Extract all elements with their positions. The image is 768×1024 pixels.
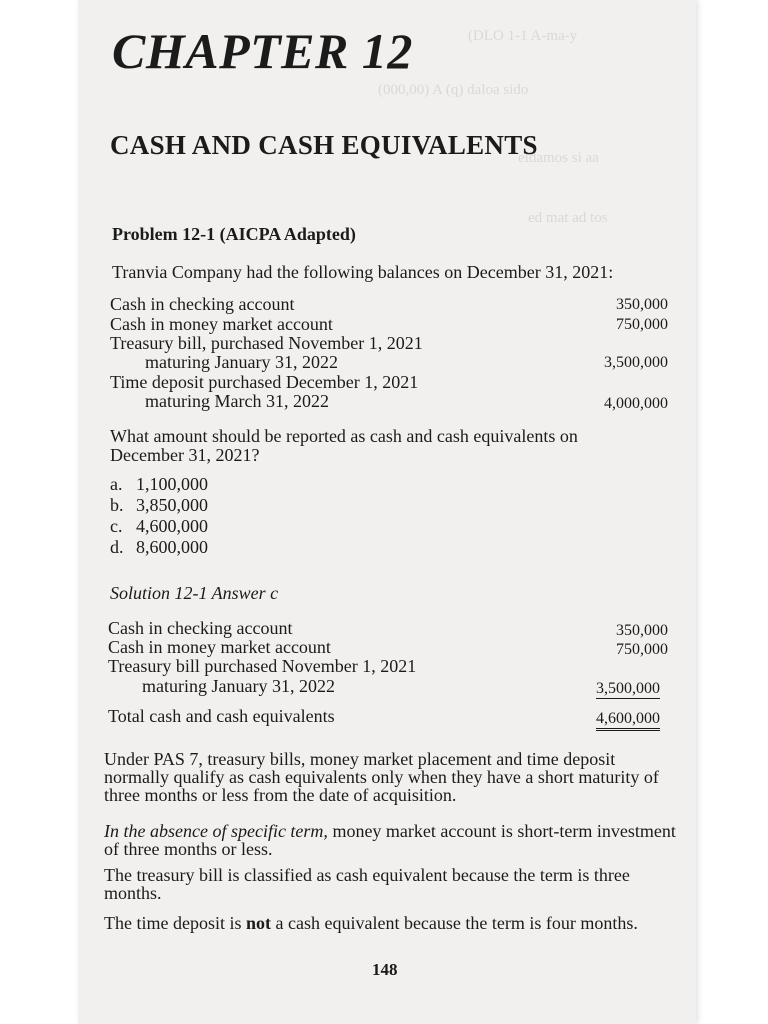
paragraph-text: The time deposit is	[104, 913, 246, 933]
explanation-paragraph	[104, 822, 678, 858]
option-value: 4,600,000	[136, 516, 208, 536]
subtotal-amount: 3,500,000	[596, 680, 660, 697]
explanation-paragraph	[104, 914, 678, 932]
balance-item-amount: 3,500,000	[604, 354, 668, 371]
problem-intro: Tranvia Company had the following balances on December 31, 2021:	[112, 262, 614, 282]
balance-item-label: Cash in money market account	[110, 314, 333, 334]
paragraph-text: a cash equivalent because the term is four months.	[271, 913, 638, 933]
balance-item-label: maturing January 31, 2022	[145, 352, 338, 372]
solution-item-label: maturing January 31, 2022	[142, 676, 335, 696]
answer-option	[110, 516, 208, 537]
question-text: December 31, 2021?	[110, 445, 260, 465]
answer-option	[110, 537, 208, 558]
balance-item-label: Cash in checking account	[110, 294, 295, 314]
explanation-paragraph: The treasury bill is classified as cash equivalent because the term is three months.	[104, 865, 630, 903]
option-letter: d.	[110, 537, 124, 557]
balance-item-label: Treasury bill, purchased November 1, 2021	[110, 333, 423, 353]
solution-item-amount: 350,000	[616, 622, 668, 639]
balance-item-amount: 350,000	[616, 296, 668, 313]
explanation-paragraph: Under PAS 7, treasury bills, money market placement and time deposit normally qualify as cash equivalents only when they have a short maturity of three months or less from the date of acquisition.	[104, 749, 659, 805]
solution-title: Solution 12-1 Answer c	[110, 583, 279, 603]
option-letter: a.	[110, 474, 123, 494]
bleed-through-text: (DLO 1-1 A-ma-y	[468, 28, 578, 44]
bleed-through-text: ed mat ad tos	[528, 210, 608, 226]
option-letter: b.	[110, 495, 124, 515]
solution-item-label: Cash in money market account	[108, 637, 331, 657]
solution-item-amount: 750,000	[616, 641, 668, 658]
total-amount-cell	[596, 710, 660, 728]
answer-option	[110, 495, 208, 516]
question-text: What amount should be reported as cash and cash equivalents on	[110, 426, 578, 446]
balance-item-amount: 750,000	[616, 316, 668, 333]
balance-item-label: Time deposit purchased December 1, 2021	[110, 372, 419, 392]
page-number: 148	[372, 960, 398, 979]
emphasis-text: In the absence of specific term,	[104, 821, 328, 841]
option-value: 8,600,000	[136, 537, 208, 557]
section-title: CASH AND CASH EQUIVALENTS	[110, 130, 538, 160]
solution-item-amount	[596, 680, 660, 698]
problem-title: Problem 12-1 (AICPA Adapted)	[112, 224, 356, 244]
bleed-through-text: eldamos si aa	[518, 150, 599, 166]
answer-option	[110, 474, 208, 495]
bleed-through-text: (000,00) A (q) daloa sido	[378, 82, 529, 98]
option-value: 1,100,000	[136, 474, 208, 494]
emphasis-text: not	[245, 913, 271, 933]
balance-item-label: maturing March 31, 2022	[145, 391, 329, 411]
paragraph-text: money market account is short-term investment of three months or less.	[104, 821, 676, 859]
chapter-heading: CHAPTER 12	[112, 23, 413, 79]
solution-item-label: Treasury bill purchased November 1, 2021	[108, 656, 417, 676]
option-letter: c.	[110, 516, 123, 536]
balance-item-amount: 4,000,000	[604, 395, 668, 412]
total-amount: 4,600,000	[596, 710, 660, 731]
solution-item-label: Cash in checking account	[108, 618, 293, 638]
option-value: 3,850,000	[136, 495, 208, 515]
total-label: Total cash and cash equivalents	[108, 706, 335, 726]
